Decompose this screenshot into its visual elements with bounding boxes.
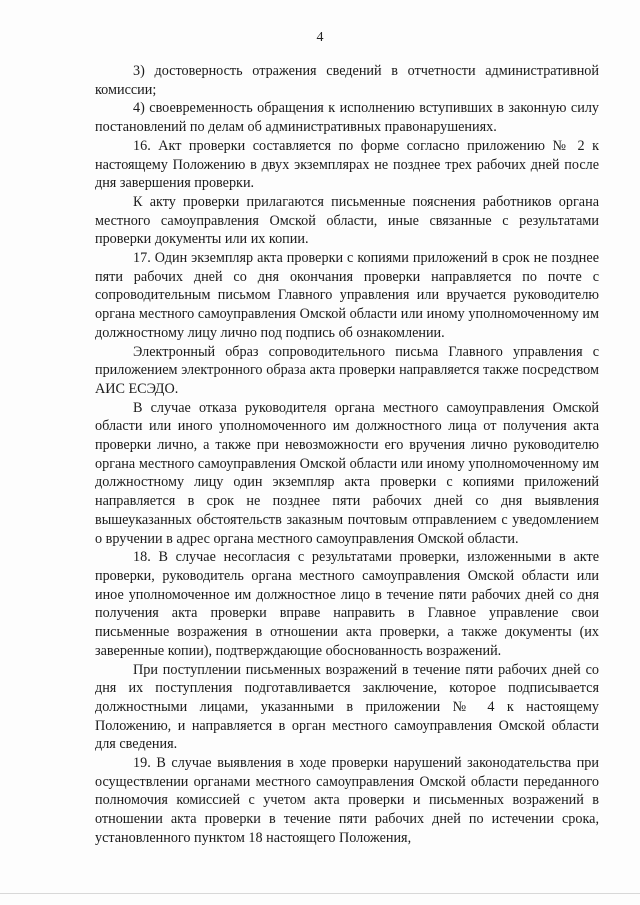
paragraph: 18. В случае несогласия с результатами проверки, изложенными в акте проверки, руководитель органа местного самоуправления Омской области или иное уполномоченное им должностное лицо в течение пяти рабочих дней со дня получения акта проверки вправе направить в Главное управление свои письменные возражения в отношении акта проверки, а также документы (их заверенные копии), подтверждающие обоснованность возражений. bbox=[95, 549, 599, 659]
paragraph: 4) своевременность обращения к исполнению вступивших в законную силу постановлений по делам об административных правонарушениях. bbox=[95, 100, 599, 136]
paragraph: 16. Акт проверки составляется по форме согласно приложению № 2 к настоящему Положению в двух экземплярах не позднее трех рабочих дней после дня завершения проверки. bbox=[95, 137, 599, 192]
paragraph: 19. В случае выявления в ходе проверки нарушений законодательства при осуществлении органами местного самоуправления Омской области переданного полномочия комиссией с учетом акта проверки и письменных возражений в отношении акта проверки в течение пяти рабочих дней по истечении срока, установленного пунктом 18 настоящего Положения, bbox=[95, 755, 599, 846]
paragraph: В случае отказа руководителя органа местного самоуправления Омской области или иного уполномоченного им должностного лица от получения акта проверки лично, а также при невозможности его вручения лично руководителю органа местного самоуправления Омской области или иному уполномоченному им должностному лицу один экземпляр акта проверки с копиями приложений направляется в срок не позднее пяти рабочих дней со дня выявления вышеуказанных обстоятельств заказным почтовым отправлением с уведомлением о вручении в адрес органа местного самоуправления Омской области. bbox=[95, 399, 599, 547]
paragraph: При поступлении письменных возражений в течение пяти рабочих дней со дня их поступления подготавливается заключение, которое подписывается должностными лицами, указанными в приложении № 4 к настоящему Положению, и направляется в орган местного самоуправления Омской области для сведения. bbox=[95, 661, 599, 753]
page-number: 4 bbox=[316, 30, 324, 45]
paragraph: Электронный образ сопроводительного письма Главного управления с приложением электронного образа акта проверки направляется также посредством АИС ЕСЭДО. bbox=[95, 343, 599, 397]
paragraph: К акту проверки прилагаются письменные пояснения работников органа местного самоуправления Омской области, иные связанные с результатами проверки документы или их копии. bbox=[95, 193, 599, 248]
scan-edge-line bbox=[0, 893, 640, 894]
document-body bbox=[95, 62, 599, 848]
paragraph: 17. Один экземпляр акта проверки с копиями приложений в срок не позднее пяти рабочих дней со дня окончания проверки направляется по почте с сопроводительным письмом Главного управления или вручается руководителю органа местного самоуправления Омской области или иному уполномоченному им должностному лицу лично под подпись об ознакомлении. bbox=[95, 250, 599, 341]
paragraph: 3) достоверность отражения сведений в отчетности административной комиссии; bbox=[95, 63, 599, 98]
